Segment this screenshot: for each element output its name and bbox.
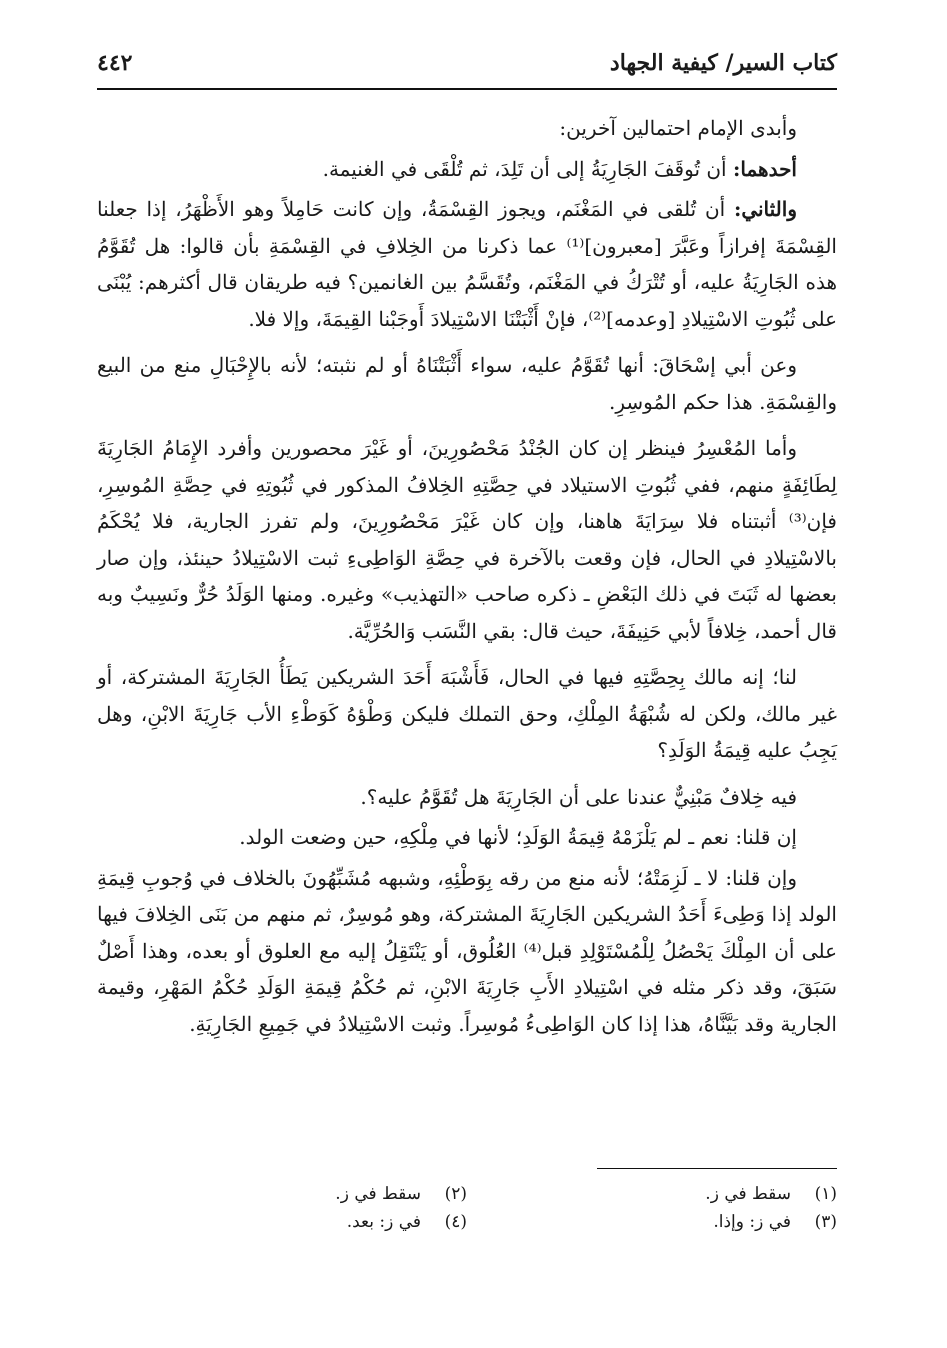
footnote-row <box>97 1180 837 1208</box>
footnote-2: (٢)سقط في ز. <box>335 1184 467 1204</box>
paragraph: فيه خِلافٌ مَبْنِيٌّ عندنا على أن الجَارِيَةَ هل تُقَوَّمُ عليه؟. <box>360 784 797 809</box>
paragraph: وإن قلنا: لا ـ لَزِمَتْهُ؛ لأنه منع من رقه بِوَطْئِهِ، وشبهه مُشَبِّهُونَ بالخلاف في وُجوبِ قِيمَةِ الولد إذا وَطِىءَ أَحَدُ الشريكين الجَارِيَةَ المشتركة، وهو مُوسِرٌ، ثم منهم من بَنَى الخِلافَ فيها على أن المِلْكَ يَحْصُلُ لِلْمُسْتَوْلِدِ قبل⁽⁴⁾ العُلُوق، أو يَنْتَقِلُ إليه مع العلوق أو بعده، وهذا أَصْلٌ سَبَقَ، وقد ذكر مثله في اسْتِيلادِ الأَبِ جَارِيَةَ الابْنِ، ثم حُكْمُ قِيمَةِ الوَلَدِ حُكْمُ المَهْرِ، وقيمة الجارية وقد بَيَّنَّاهُ، هذا إذا كان الوَاطِىءُ مُوسِراً. وثبت الاسْتِيلادُ في جَمِيعِ الجَارِيَةِ. <box>97 865 837 1036</box>
running-title: كتاب السير/ كيفية الجهاد <box>609 50 837 76</box>
footnote-1: (١)سقط في ز. <box>705 1184 837 1204</box>
paragraph: لنا؛ إنه مالك بِحِصَّتِهِ فيها في الحال، فَأَشْبَهَ أَحَدَ الشريكين يَطَأُ الجَارِيَةَ المشتركة، أو غير مالك، ولكن له شُبْهَةُ المِلْكِ، وحق التملك فليكن وَطْؤهُ كَوَطْءِ الأب جَارِيَةَ الابْنِ، وهل يَجِبُ عليه قِيمَةُ الوَلَدِ؟ <box>97 665 837 762</box>
footnote-4: (٤)في ز: بعد. <box>346 1212 467 1232</box>
paragraph: أحدهما: أن تُوقَفَ الجَارِيَةُ إلى أن تَلِدَ، ثم تُلْقَى في الغنيمة. <box>322 156 797 181</box>
footnote-row <box>97 1208 837 1236</box>
page-number: ٤٤٢ <box>97 50 133 76</box>
paragraph: وأما المُعْسِرُ فينظر إن كان الجُنْدُ مَحْصُورِينَ، أو غَيْرَ محصورين وأفرد الإِمَامُ الجَارِيَةَ لِطَائِفَةٍ منهم، ففي ثُبُوتِ الاستيلاد في حِصَّتِهِ الخِلافُ المذكور في ثُبُوتِهِ في حِصَّةِ المُوسِرِ، فإن⁽³⁾ أثبتناه فلا سِرَايَةَ هاهنا، وإن كان غَيْرَ مَحْصُورِينَ، ولم تفرز الجارية، فلا يُحْكَمُ بالاسْتِيلادِ في الحال، فإن وقعت بالآخرة في حِصَّةِ الوَاطِىءِ ثبت الاسْتِيلادُ حينئذ، وإن صار بعضها له ثَبَتَ في ذلك البَعْضِ ـ ذكره صاحب «التهذيب» وغيره. ومنها الوَلَدُ حُرٌّ ونَسِيبٌ وبه قال أحمد، خِلافاً لأبي حَنِيفَةَ، حيث قال: بقي النَّسَب وَالحُرِّيَّة. <box>97 436 837 643</box>
paragraph: إن قلنا: نعم ـ لم يَلْزَمْهُ قِيمَةُ الوَلَدِ؛ لأنها في مِلْكِهِ، حين وضعت الولد. <box>239 825 797 849</box>
paragraph: وعن أبي إسْحَاقَ: أنها تُقَوَّمُ عليه، سواء أَثْبَتْنَاهُ أو لم نثبته؛ لأنه بالإِحْبَالِ منع من البيع والقِسْمَةِ. هذا حكم المُوسِرِ. <box>97 353 837 414</box>
paragraph: وأبدى الإمام احتمالين آخرين: <box>559 116 797 140</box>
footnotes <box>97 1180 837 1236</box>
footnote-rule <box>597 1168 837 1169</box>
paragraph: والثاني: أن تُلقى في المَغْنَم، ويجوز القِسْمَةُ، وإن كانت حَامِلاً وهو الأَظْهَرُ، إذا جعلنا القِسْمَةَ إفرازاً وعَبَّرَ [معبرون]⁽¹⁾ عما ذكرنا من الخِلافِ في القِسْمَةِ بأن قالوا: هل تُقَوَّمُ هذه الجَارِيَةُ عليه، أو تُتْرَكُ في المَغْنَم، وتُقَسَّمُ بين الغانمين؟ فيه طريقان قال أكثرهم: يُبْنَى على ثُبُوتِ الاسْتِيلادِ [وعدمه]⁽²⁾، فإنْ أَثْبَتْنَا الاسْتِيلادَ أَوجَبْنا القِيمَةَ، وإلا فلا. <box>97 197 837 331</box>
footnote-3: (٣)في ز: وإذا. <box>713 1212 837 1232</box>
footnote-area <box>97 0 837 1348</box>
